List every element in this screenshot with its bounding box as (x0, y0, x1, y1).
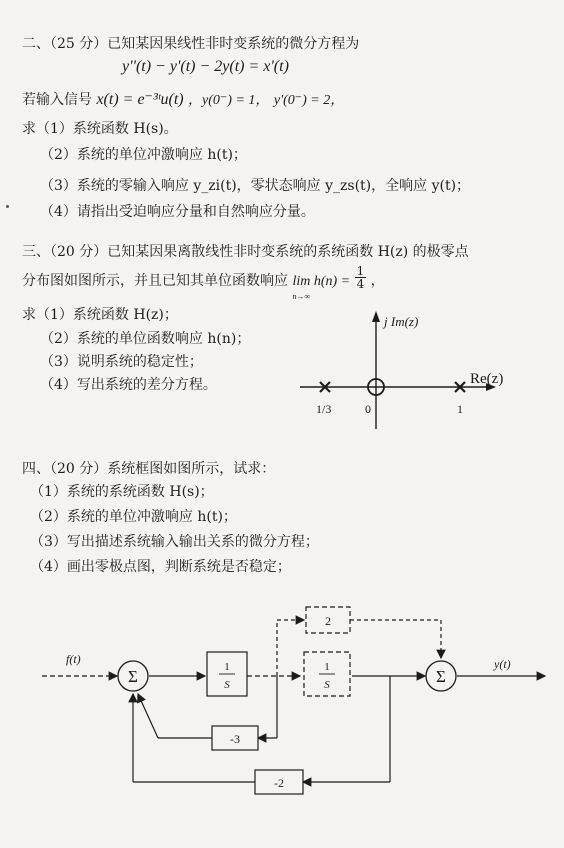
q4-ask1: （1）系统的系统函数 H(s)； (30, 484, 214, 500)
pole-zero-plot (290, 305, 520, 435)
imag-axis-arrow (372, 311, 380, 322)
fb-inner-to-sum1 (138, 694, 158, 738)
int1-denominator: S (224, 679, 230, 691)
sum1-symbol: Σ (128, 667, 138, 686)
q2-init1: ，y(0⁻) = 1， (188, 93, 270, 108)
gain2-label: 2 (325, 614, 331, 628)
q2-input-line (22, 91, 344, 110)
tick-label-1: 1 (457, 402, 463, 416)
input-label: f(t) (66, 652, 81, 666)
scan-speck (6, 205, 9, 208)
q3-ask2: （2）系统的单位函数响应 h(n)； (40, 331, 251, 347)
gain-minus2-label: -2 (274, 776, 284, 790)
q2-ask4: （4）请指出受迫响应分量和自然响应分量。 (40, 204, 315, 220)
q3-limit-expr: lim h(n) = (292, 274, 351, 289)
q3-limit-line (22, 263, 385, 302)
q3-ask3: （3）说明系统的稳定性； (40, 354, 203, 370)
gain-minus3-label: -3 (230, 732, 240, 746)
q2-input-prefix: 若输入信号 (22, 92, 92, 108)
q3-heading: 三、（20 分）已知某因果离散线性非时变系统的系统函数 H(z) 的极零点 (22, 244, 469, 260)
imag-axis-label: j Im(z) (384, 314, 419, 329)
q3-line2-text: 分布图如图所示，并且已知其单位函数响应 (22, 273, 288, 289)
q4-heading: 四、（20 分）系统框图如图所示，试求： (22, 461, 276, 477)
q2-input-signal: x(t) = e⁻³ᵗu(t) (96, 91, 184, 108)
q3-line2-end: ， (370, 273, 385, 289)
q4-ask3: （3）写出描述系统输入输出关系的微分方程； (30, 534, 319, 550)
q2-equation: y''(t) − y'(t) − 2y(t) = x'(t) (122, 58, 289, 75)
block-diagram (0, 590, 564, 848)
tick-label-1-3: 1/3 (316, 402, 332, 416)
q3-fraction (355, 265, 367, 290)
int2-denominator: S (324, 679, 330, 691)
q2-heading: 二、（25 分）已知某因果线性非时变系统的微分方程为 (22, 36, 360, 52)
q2-ask2: （2）系统的单位冲激响应 h(t)； (40, 147, 247, 163)
q2-init2: y'(0⁻) = 2， (273, 93, 345, 108)
q3-ask1: 求（1）系统函数 H(z)； (22, 307, 178, 323)
q3-ask4: （4）写出系统的差分方程。 (40, 377, 217, 393)
sum2-symbol: Σ (436, 667, 446, 686)
q4-ask4: （4）画出零极点图，判断系统是否稳定； (30, 559, 291, 575)
real-axis-label: Re(z) (470, 371, 504, 387)
q3-frac-num: 1 (356, 263, 365, 278)
int2-numerator: 1 (324, 661, 330, 673)
q2-ask1: 求（1）系统函数 H(s)。 (22, 121, 178, 137)
q3-limit-sub: n→∞ (292, 292, 311, 301)
tick-label-0: 0 (365, 402, 371, 416)
q2-ask3: （3）系统的零输入响应 y_zi(t)，零状态响应 y_zs(t)，全响应 y(t)； (40, 178, 471, 194)
q3-limit (292, 272, 351, 301)
output-label: y(t) (494, 657, 511, 671)
q4-ask2: （2）系统的单位冲激响应 h(t)； (30, 509, 237, 525)
q3-frac-den: 4 (356, 276, 365, 291)
int1-numerator: 1 (224, 661, 230, 673)
